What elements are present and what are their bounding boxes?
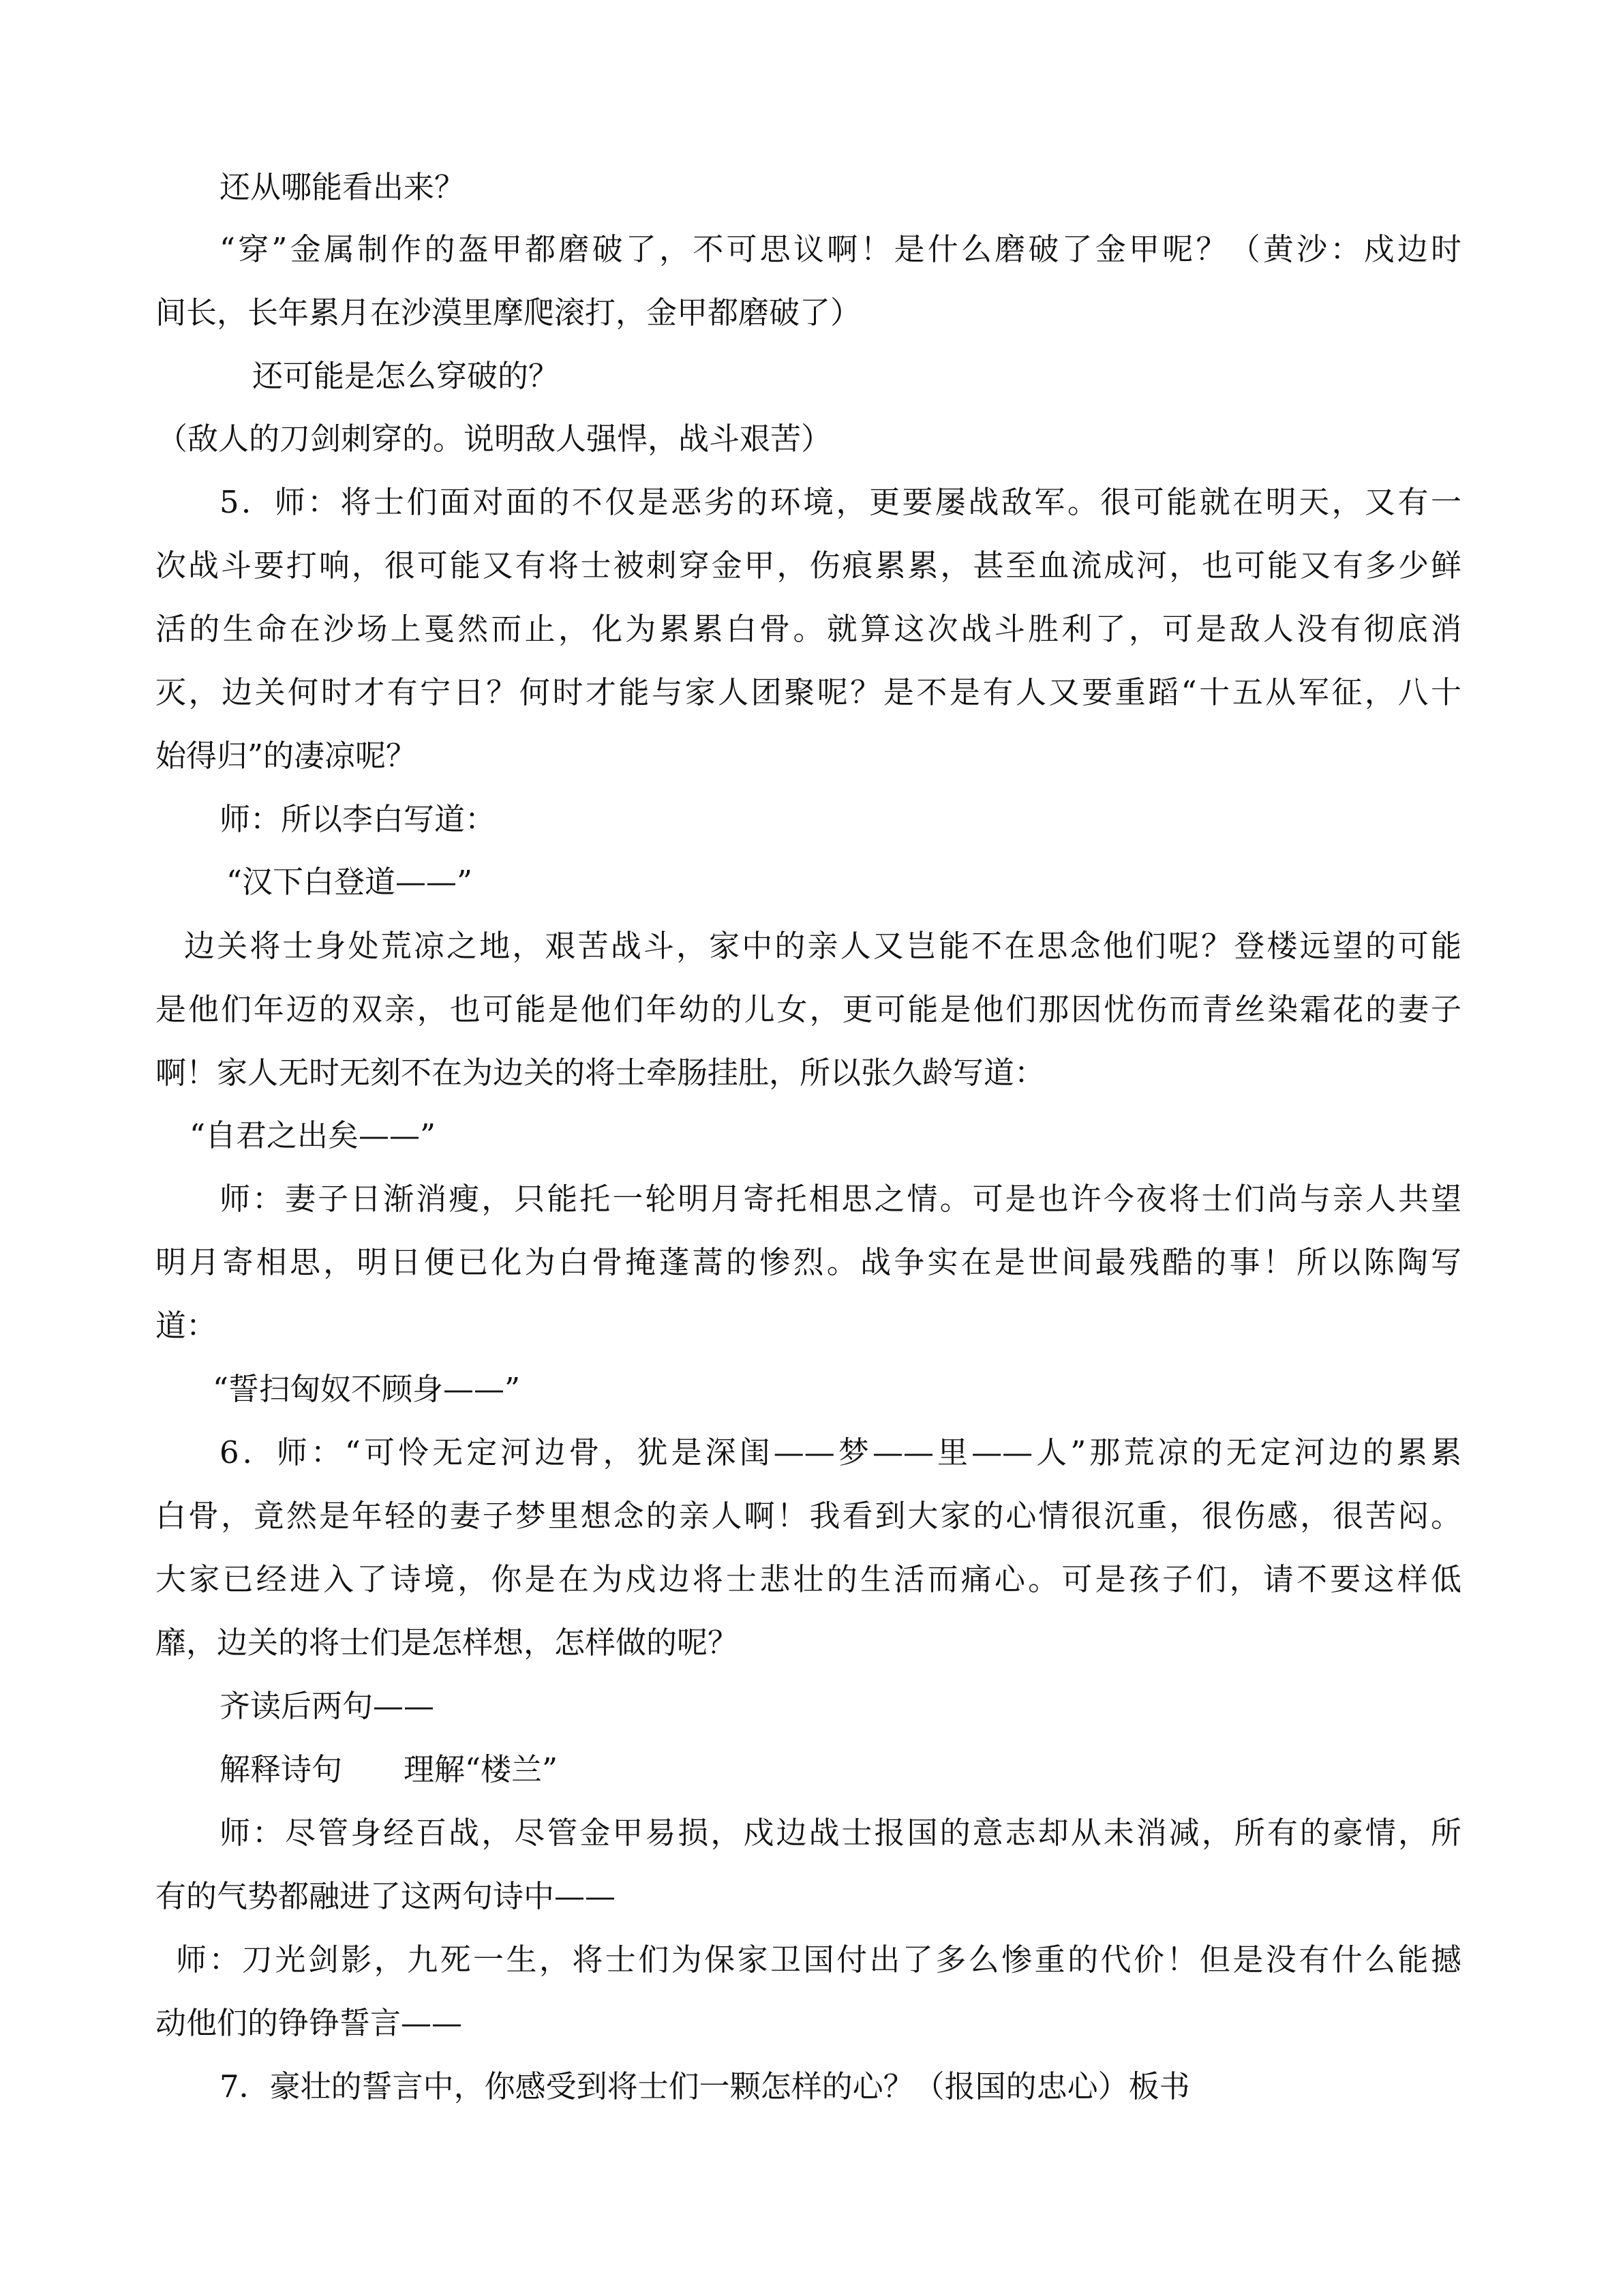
text-line: 7．豪壮的誓言中，你感受到将士们一颗怎样的心？（报国的忠心）板书	[219, 2068, 1190, 2104]
text-line: 5．师：将士们面对面的不仅是恶劣的环境，更要屡战敌军。很可能就在明天，又有一	[219, 484, 1461, 520]
text-line: “誓扫匈奴不顾身——”	[213, 1371, 521, 1407]
text-line: 齐读后两句——	[219, 1688, 435, 1724]
text-line: 还可能是怎么穿破的？	[252, 358, 560, 394]
text-line: 大家已经进入了诗境，你是在为戍边将士悲壮的生活而痛心。可是孩子们，请不要这样低	[155, 1561, 1461, 1597]
text-line: 道：	[155, 1308, 217, 1344]
text-line: 白骨，竟然是年轻的妻子梦里想念的亲人啊！我看到大家的心情很沉重，很伤感，很苦闷。	[155, 1498, 1461, 1534]
text-line: 灭，边关何时才有宁日？何时才能与家人团聚呢？是不是有人又要重蹈“十五从军征，八十	[155, 674, 1461, 710]
text-line: “自君之出矣——”	[189, 1117, 436, 1153]
text-line: 靡，边关的将士们是怎样想，怎样做的呢？	[155, 1625, 739, 1661]
text-line: 明月寄相思，明日便已化为白骨掩蓬蒿的惨烈。战争实在是世间最残酷的事！所以陈陶写	[155, 1244, 1461, 1280]
text-line: 次战斗要打响，很可能又有将士被刺穿金甲，伤痕累累，甚至血流成河，也可能又有多少鲜	[155, 547, 1461, 584]
text-line: 活的生命在沙场上戛然而止，化为累累白骨。就算这次战斗胜利了，可是敌人没有彻底消	[155, 611, 1461, 647]
text-line: （敌人的刀剑刺穿的。说明敌人强悍，战斗艰苦）	[157, 421, 832, 457]
text-line: 师：尽管身经百战，尽管金甲易损，戍边战士报国的意志却从未消减，所有的豪情，所	[219, 1815, 1461, 1851]
text-line: 间长，长年累月在沙漠里摩爬滚打，金甲都磨破了）	[155, 294, 862, 331]
text-line: 师：妻子日渐消瘦，只能托一轮明月寄托相思之情。可是也许今夜将士们尚与亲人共望	[219, 1181, 1461, 1217]
text-line: “穿”金属制作的盔甲都磨破了，不可思议啊！是什么磨破了金甲呢？（黄沙：戍边时	[219, 231, 1461, 267]
text-line: 动他们的铮铮誓言——	[155, 2005, 463, 2041]
text-line: 是他们年迈的双亲，也可能是他们年幼的儿女，更可能是他们那因忧伤而青丝染霜花的妻子	[155, 991, 1461, 1027]
text-line: 6．师：“可怜无定河边骨，犹是深闺——梦——里——人”那荒凉的无定河边的累累	[219, 1434, 1461, 1470]
text-line: 解释诗句 理解“楼兰”	[219, 1751, 558, 1787]
text-line: 始得归”的凄凉呢？	[155, 738, 417, 774]
text-line: 还从哪能看出来？	[219, 169, 466, 205]
text-line: 师：刀光剑影，九死一生，将士们为保家卫国付出了多么惨重的代价！但是没有什么能撼	[176, 1942, 1461, 1978]
text-line: “汉下白登道——”	[226, 864, 473, 900]
text-line: 有的气势都融进了这两句诗中——	[155, 1878, 616, 1914]
text-line: 师：所以李白写道：	[219, 801, 496, 837]
text-line: 边关将士身处荒凉之地，艰苦战斗，家中的亲人又岂能不在思念他们呢？登楼远望的可能	[184, 928, 1461, 964]
text-line: 啊！家人无时无刻不在为边关的将士牵肠挂肚，所以张久龄写道：	[155, 1055, 1046, 1091]
